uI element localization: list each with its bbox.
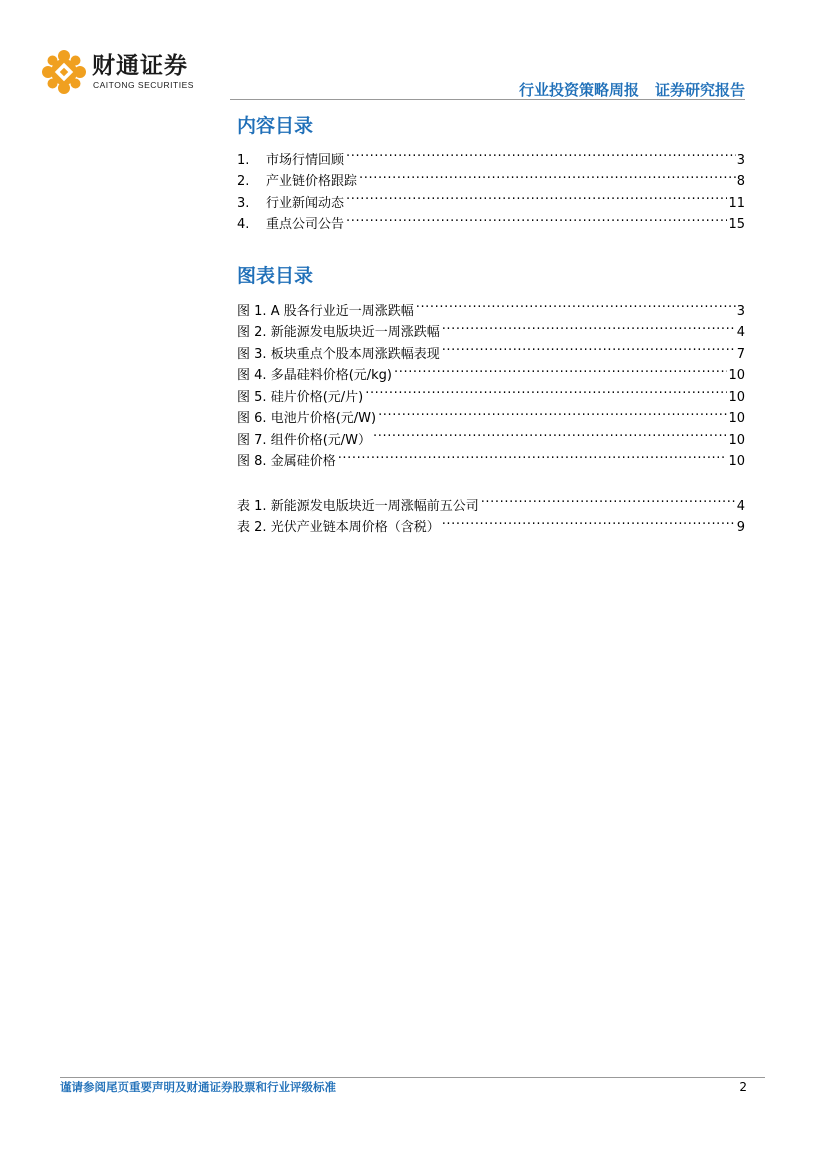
- toc-entry-number: 4.: [237, 217, 250, 232]
- toc-entry-page: 15: [728, 217, 745, 232]
- figure-entry-page: 10: [728, 411, 745, 426]
- figure-entry-number: 图 2.: [237, 325, 267, 340]
- toc-leader-dots: [442, 510, 736, 532]
- header-divider: [230, 99, 745, 100]
- toc-leader-dots: [378, 401, 727, 423]
- figure-entry-page: 10: [728, 432, 745, 448]
- figure-entry-title: A 股各行业近一周涨跌幅: [270, 303, 414, 319]
- figure-entry-page: 10: [728, 389, 745, 405]
- company-logo: [42, 50, 202, 94]
- figure-entry-page: 4: [736, 325, 745, 340]
- content-toc-list: [237, 142, 745, 232]
- footer-divider: [60, 1077, 765, 1078]
- figure-entry-page: 3: [736, 303, 745, 319]
- table-entry-page: 4: [736, 498, 745, 514]
- toc-leader-dots: [442, 336, 736, 358]
- table-toc-list: [237, 488, 745, 535]
- toc-entry-page: 8: [736, 174, 745, 189]
- figure-entry-page: 10: [728, 368, 745, 383]
- figure-entry-number: 图 4.: [237, 368, 267, 383]
- toc-entry-title: 产业链价格跟踪: [266, 174, 358, 189]
- toc-leader-dots: [359, 164, 736, 186]
- toc-leader-dots: [346, 207, 727, 229]
- figure-entry-title: 新能源发电版块近一周涨跌幅: [270, 325, 440, 340]
- toc-leader-dots: [442, 315, 736, 337]
- toc-entry-title: 重点公司公告: [266, 217, 345, 232]
- figure-entry-title: 板块重点个股本周涨跌幅表现: [270, 346, 440, 362]
- figure-entry-title: 硅片价格(元/片): [270, 389, 364, 405]
- figure-entry-title: 组件价格(元/W）: [270, 432, 371, 448]
- table-entry-number: 表 2.: [237, 520, 267, 535]
- toc-leader-dots: [373, 422, 727, 444]
- toc-entry-number: 2.: [237, 174, 250, 189]
- page-number: 2: [739, 1080, 747, 1094]
- footer-disclaimer[interactable]: 谨请参阅尾页重要声明及财通证券股票和行业评级标准: [60, 1080, 336, 1094]
- toc-leader-dots: [338, 444, 728, 466]
- report-category: 证券研究报告: [654, 81, 745, 99]
- toc-entry-number: 1.: [237, 152, 250, 168]
- figure-entry-number: 图 3.: [237, 346, 267, 362]
- figure-entry-page: 7: [736, 346, 745, 362]
- table-entry-title: 光伏产业链本周价格（含税）: [270, 520, 440, 535]
- figure-entry-number: 图 6.: [237, 411, 267, 426]
- toc-entry-title: 行业新闻动态: [266, 195, 345, 211]
- table-entry-page: 9: [736, 520, 745, 535]
- content-toc-title: 内容目录: [237, 115, 314, 137]
- figure-entry-number: 图 8.: [237, 454, 267, 469]
- figure-entry-title: 电池片价格(元/W): [270, 411, 377, 426]
- logo-english-name: CAITONG SECURITIES: [93, 80, 194, 90]
- table-entry-title: 新能源发电版块近一周涨幅前五公司: [270, 498, 479, 514]
- report-type: 行业投资策略周报: [518, 81, 639, 99]
- toc-leader-dots: [365, 379, 727, 401]
- toc-entry-page: 11: [728, 195, 745, 211]
- report-header-labels: [519, 79, 745, 100]
- toc-leader-dots: [394, 358, 727, 380]
- toc-leader-dots: [416, 293, 736, 315]
- figure-toc-title: 图表目录: [237, 265, 314, 287]
- toc-entry-page: 3: [736, 152, 745, 168]
- toc-entry-number: 3.: [237, 195, 250, 211]
- table-entry[interactable]: [237, 488, 745, 514]
- figure-entry-title: 多晶硅料价格(元/kg): [270, 368, 392, 383]
- logo-emblem-icon: [42, 50, 86, 94]
- toc-entry[interactable]: [237, 142, 745, 168]
- figure-entry-page: 10: [728, 454, 745, 469]
- figure-entry[interactable]: [237, 293, 745, 319]
- toc-leader-dots: [346, 185, 727, 207]
- toc-entry-title: 市场行情回顾: [266, 152, 345, 168]
- figure-toc-list: [237, 293, 745, 469]
- toc-leader-dots: [346, 142, 736, 164]
- figure-entry-number: 图 1.: [237, 303, 267, 319]
- figure-entry-number: 图 5.: [237, 389, 267, 405]
- figure-entry-title: 金属硅价格: [270, 454, 336, 469]
- figure-entry-number: 图 7.: [237, 432, 267, 448]
- logo-chinese-name: 财通证券: [92, 53, 188, 79]
- toc-leader-dots: [481, 488, 736, 510]
- table-entry-number: 表 1.: [237, 498, 267, 514]
